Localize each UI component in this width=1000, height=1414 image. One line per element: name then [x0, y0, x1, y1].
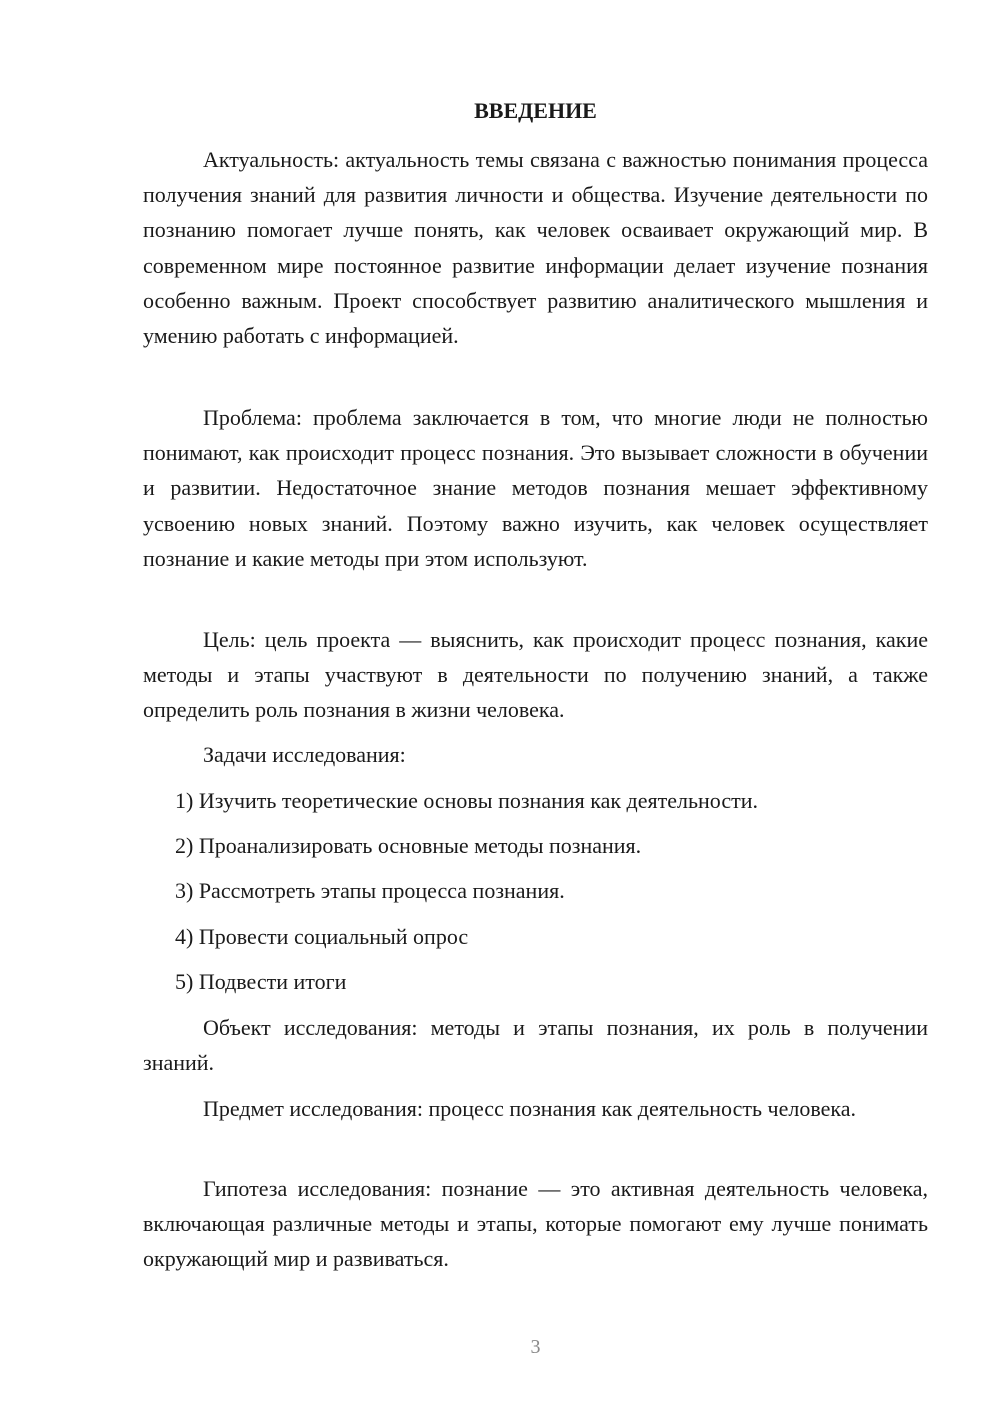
problem-paragraph: Проблема: проблема заключается в том, что многие люди не полностью понимают, как происходит процесс познания. Это вызывает сложности в обучении и развитии. Недостаточное знание методов познания мешает эффективному усвоению новых знаний. Поэтому важно изучить, как человек осуществляет познание и какие методы при этом используют.: [143, 405, 928, 571]
task-list-item: 1) Изучить теоретические основы познания как деятельности.: [175, 788, 758, 813]
goal-paragraph: Цель: цель проекта — выяснить, как происходит процесс познания, какие методы и этапы участвуют в деятельности по получению знаний, а также определить роль познания в жизни человека.: [143, 627, 928, 723]
subject-paragraph: Предмет исследования: процесс познания как деятельность человека.: [203, 1096, 856, 1121]
task-list-item: 4) Провести социальный опрос: [175, 924, 469, 949]
task-list-item: 3) Рассмотреть этапы процесса познания.: [175, 878, 565, 903]
tasks-intro: Задачи исследования:: [203, 742, 406, 767]
section-heading: ВВЕДЕНИЕ: [474, 98, 597, 123]
document-page: [143, 0, 928, 1414]
relevance-paragraph: Актуальность: актуальность темы связана с важностью понимания процесса получения знаний для развития личности и общества. Изучение деятельности по познанию помогает лучше понять, как человек осваивает окружающий мир. В современном мире постоянное развитие информации делает изучение познания особенно важным. Проект способствует развитию аналитического мышления и умению работать с информацией.: [143, 147, 928, 349]
object-paragraph: Объект исследования: методы и этапы познания, их роль в получении знаний.: [143, 1015, 928, 1076]
page-number: 3: [530, 1336, 541, 1358]
hypothesis-paragraph: Гипотеза исследования: познание — это активная деятельность человека, включающая различные методы и этапы, которые помогают ему лучше понимать окружающий мир и развиваться.: [143, 1176, 928, 1272]
task-list-item: 2) Проанализировать основные методы познания.: [175, 833, 642, 858]
task-list-item: 5) Подвести итоги: [175, 969, 347, 994]
